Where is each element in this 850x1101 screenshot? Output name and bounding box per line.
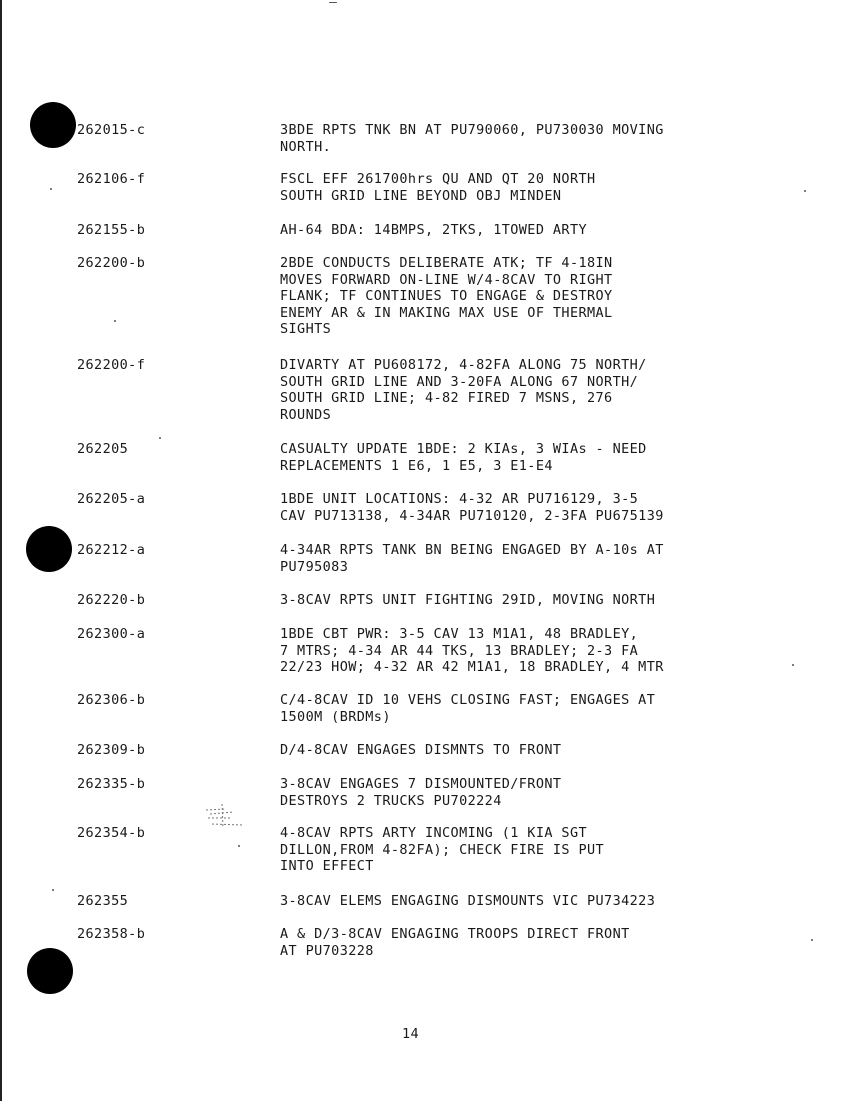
speck: [159, 437, 161, 439]
page-number: 14: [402, 1026, 420, 1042]
speck: [804, 190, 806, 192]
entry-time-code: 262212-a: [77, 542, 146, 558]
entry-time-code: 262355: [77, 893, 129, 909]
entry-text: A & D/3-8CAV ENGAGING TROOPS DIRECT FRONT AT PU703228: [280, 926, 630, 959]
entry-time-code: 262106-f: [77, 171, 146, 187]
entry-text: C/4-8CAV ID 10 VEHS CLOSING FAST; ENGAGES AT 1500M (BRDMs): [280, 692, 656, 725]
entry-time-code: 262155-b: [77, 222, 146, 238]
entry-text: 2BDE CONDUCTS DELIBERATE ATK; TF 4-18IN MOVES FORWARD ON-LINE W/4-8CAV TO RIGHT FLANK; TF CONTINUES TO ENGAGE & DESTROY ENEMY AR & IN MAKING MAX USE OF THERMAL SIGHTS: [280, 255, 613, 337]
entry-time-code: 262309-b: [77, 742, 146, 758]
entry-text: 3-8CAV RPTS UNIT FIGHTING 29ID, MOVING NORTH: [280, 592, 656, 608]
entry-time-code: 262015-c: [77, 122, 146, 138]
entry-time-code: 262358-b: [77, 926, 146, 942]
entry-text: 3BDE RPTS TNK BN AT PU790060, PU730030 MOVING NORTH.: [280, 122, 664, 155]
entry-text: 1BDE UNIT LOCATIONS: 4-32 AR PU716129, 3-5 CAV PU713138, 4-34AR PU710120, 2-3FA PU675139: [280, 491, 664, 524]
entry-text: 3-8CAV ENGAGES 7 DISMOUNTED/FRONT DESTROYS 2 TRUCKS PU702224: [280, 776, 562, 809]
entry-text: 4-8CAV RPTS ARTY INCOMING (1 KIA SGT DILLON,FROM 4-82FA); CHECK FIRE IS PUT INTO EFFECT: [280, 825, 605, 874]
entry-time-code: 262205-a: [77, 491, 146, 507]
entry-text: DIVARTY AT PU608172, 4-82FA ALONG 75 NORTH/ SOUTH GRID LINE AND 3-20FA ALONG 67 NORTH/ SOUTH GRID LINE; 4-82 FIRED 7 MSNS, 276 ROUNDS: [280, 357, 647, 423]
entry-time-code: 262300-a: [77, 626, 146, 642]
entry-time-code: 262306-b: [77, 692, 146, 708]
entry-text: FSCL EFF 261700hrs QU AND QT 20 NORTH SOUTH GRID LINE BEYOND OBJ MINDEN: [280, 171, 596, 204]
entry-time-code: 262354-b: [77, 825, 146, 841]
entry-time-code: 262205: [77, 441, 129, 457]
punch-hole-middle: [26, 526, 72, 572]
entry-time-code: 262200-b: [77, 255, 146, 271]
page-left-edge: [0, 0, 2, 1101]
speck: [792, 664, 794, 666]
speck: [329, 2, 337, 3]
speck: [50, 188, 52, 190]
entry-text: D/4-8CAV ENGAGES DISMNTS TO FRONT: [280, 742, 562, 758]
entry-text: 3-8CAV ELEMS ENGAGING DISMOUNTS VIC PU734223: [280, 893, 656, 909]
entry-time-code: 262220-b: [77, 592, 146, 608]
speck: [52, 889, 54, 891]
entry-text: AH-64 BDA: 14BMPS, 2TKS, 1TOWED ARTY: [280, 222, 587, 238]
entry-time-code: 262335-b: [77, 776, 146, 792]
pencil-scribble: [200, 800, 250, 830]
speck: [811, 939, 813, 941]
entry-text: 4-34AR RPTS TANK BN BEING ENGAGED BY A-10s AT PU795083: [280, 542, 664, 575]
entry-text: 1BDE CBT PWR: 3-5 CAV 13 M1A1, 48 BRADLEY, 7 MTRS; 4-34 AR 44 TKS, 13 BRADLEY; 2-3 FA 22/23 HOW; 4-32 AR 42 M1A1, 18 BRADLEY, 4 MTR: [280, 626, 664, 675]
speck: [114, 320, 116, 322]
speck: [238, 845, 240, 847]
entry-text: CASUALTY UPDATE 1BDE: 2 KIAs, 3 WIAs - NEED REPLACEMENTS 1 E6, 1 E5, 3 E1-E4: [280, 441, 647, 474]
entry-time-code: 262200-f: [77, 357, 146, 373]
punch-hole-top: [30, 102, 76, 148]
punch-hole-bottom: [27, 948, 73, 994]
